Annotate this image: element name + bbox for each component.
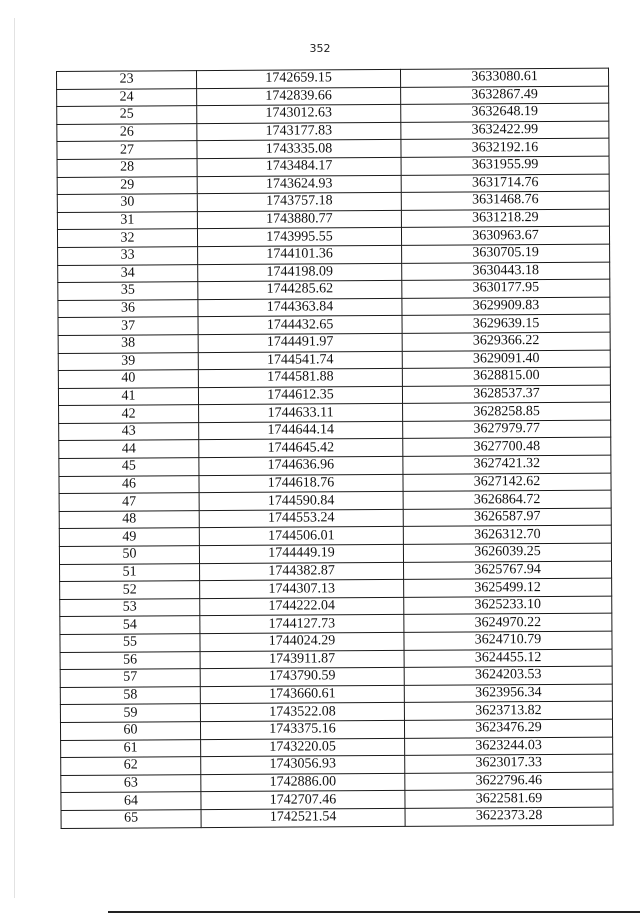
y-coordinate-cell: 3625767.94 — [404, 561, 612, 580]
y-coordinate-cell: 3629639.15 — [402, 314, 610, 333]
point-number-cell: 52 — [60, 581, 200, 599]
x-coordinate-cell: 1744636.96 — [199, 456, 403, 475]
point-number-cell: 37 — [58, 317, 198, 335]
y-coordinate-cell: 3622581.69 — [405, 789, 613, 808]
point-number-cell: 23 — [57, 71, 197, 89]
point-number-cell: 30 — [57, 194, 197, 212]
y-coordinate-cell: 3628537.37 — [402, 385, 610, 404]
point-number-cell: 36 — [58, 299, 198, 317]
y-coordinate-cell: 3630963.67 — [401, 226, 609, 245]
y-coordinate-cell: 3631955.99 — [401, 156, 609, 175]
point-number-cell: 46 — [59, 475, 199, 493]
y-coordinate-cell: 3625499.12 — [404, 578, 612, 597]
coordinates-table-body — [57, 68, 614, 828]
y-coordinate-cell: 3623956.34 — [404, 684, 612, 703]
scan-margin-line — [14, 18, 15, 898]
x-coordinate-cell: 1743757.18 — [197, 193, 401, 212]
x-coordinate-cell: 1744101.36 — [198, 245, 402, 264]
y-coordinate-cell: 3624970.22 — [404, 614, 612, 633]
point-number-cell: 57 — [60, 669, 200, 687]
y-coordinate-cell: 3632867.49 — [401, 86, 609, 105]
y-coordinate-cell: 3632648.19 — [401, 103, 609, 122]
point-number-cell: 61 — [61, 739, 201, 757]
x-coordinate-cell: 1743522.08 — [200, 703, 404, 722]
y-coordinate-cell: 3623244.03 — [405, 737, 613, 756]
page-bottom-rule — [108, 911, 640, 913]
x-coordinate-cell: 1744491.97 — [198, 333, 402, 352]
point-number-cell: 49 — [59, 528, 199, 546]
point-number-cell: 34 — [58, 264, 198, 282]
x-coordinate-cell: 1744581.88 — [198, 368, 402, 387]
x-coordinate-cell: 1742521.54 — [201, 808, 405, 827]
x-coordinate-cell: 1743880.77 — [197, 210, 401, 229]
y-coordinate-cell: 3632192.16 — [401, 138, 609, 157]
point-number-cell: 58 — [60, 686, 200, 704]
y-coordinate-cell: 3623476.29 — [404, 719, 612, 738]
y-coordinate-cell: 3629366.22 — [402, 332, 610, 351]
x-coordinate-cell: 1743177.83 — [197, 122, 401, 141]
x-coordinate-cell: 1743624.93 — [197, 175, 401, 194]
x-coordinate-cell: 1744222.04 — [200, 597, 404, 616]
x-coordinate-cell: 1743995.55 — [197, 228, 401, 247]
x-coordinate-cell: 1744363.84 — [198, 298, 402, 317]
y-coordinate-cell: 3622796.46 — [405, 772, 613, 791]
x-coordinate-cell: 1743056.93 — [201, 756, 405, 775]
point-number-cell: 35 — [58, 282, 198, 300]
x-coordinate-cell: 1744633.11 — [199, 404, 403, 423]
x-coordinate-cell: 1744024.29 — [200, 632, 404, 651]
point-number-cell: 60 — [60, 722, 200, 740]
point-number-cell: 45 — [59, 458, 199, 476]
point-number-cell: 31 — [57, 211, 197, 229]
point-number-cell: 40 — [58, 370, 198, 388]
point-number-cell: 47 — [59, 493, 199, 511]
table-row — [61, 807, 613, 828]
point-number-cell: 54 — [60, 616, 200, 634]
point-number-cell: 64 — [61, 792, 201, 810]
x-coordinate-cell: 1743012.63 — [197, 105, 401, 124]
point-number-cell: 53 — [60, 598, 200, 616]
y-coordinate-cell: 3627142.62 — [403, 473, 611, 492]
y-coordinate-cell: 3624710.79 — [404, 631, 612, 650]
x-coordinate-cell: 1743911.87 — [200, 650, 404, 669]
x-coordinate-cell: 1744449.19 — [199, 544, 403, 563]
x-coordinate-cell: 1744382.87 — [200, 562, 404, 581]
y-coordinate-cell: 3630443.18 — [402, 262, 610, 281]
y-coordinate-cell: 3629091.40 — [402, 350, 610, 369]
y-coordinate-cell: 3629909.83 — [402, 297, 610, 316]
y-coordinate-cell: 3623713.82 — [404, 701, 612, 720]
point-number-cell: 50 — [59, 546, 199, 564]
point-number-cell: 38 — [58, 335, 198, 353]
point-number-cell: 63 — [61, 774, 201, 792]
x-coordinate-cell: 1744644.14 — [199, 421, 403, 440]
x-coordinate-cell: 1744432.65 — [198, 316, 402, 335]
point-number-cell: 44 — [59, 440, 199, 458]
x-coordinate-cell: 1743375.16 — [200, 720, 404, 739]
y-coordinate-cell: 3631468.76 — [401, 191, 609, 210]
y-coordinate-cell: 3630705.19 — [402, 244, 610, 263]
y-coordinate-cell: 3622373.28 — [405, 807, 613, 826]
x-coordinate-cell: 1742659.15 — [197, 69, 401, 88]
point-number-cell: 48 — [59, 510, 199, 528]
coordinates-table — [56, 68, 614, 829]
point-number-cell: 32 — [57, 229, 197, 247]
point-number-cell: 33 — [58, 247, 198, 265]
x-coordinate-cell: 1743790.59 — [200, 668, 404, 687]
x-coordinate-cell: 1744645.42 — [199, 439, 403, 458]
x-coordinate-cell: 1744553.24 — [199, 509, 403, 528]
x-coordinate-cell: 1744127.73 — [200, 615, 404, 634]
page-number: 352 — [309, 42, 331, 55]
y-coordinate-cell: 3626039.25 — [403, 543, 611, 562]
point-number-cell: 55 — [60, 634, 200, 652]
point-number-cell: 65 — [61, 810, 201, 828]
y-coordinate-cell: 3627421.32 — [403, 455, 611, 474]
y-coordinate-cell: 3624455.12 — [404, 649, 612, 668]
y-coordinate-cell: 3628258.85 — [403, 402, 611, 421]
point-number-cell: 56 — [60, 651, 200, 669]
x-coordinate-cell: 1744618.76 — [199, 474, 403, 493]
point-number-cell: 43 — [59, 423, 199, 441]
x-coordinate-cell: 1744506.01 — [199, 527, 403, 546]
x-coordinate-cell: 1743484.17 — [197, 157, 401, 176]
y-coordinate-cell: 3632422.99 — [401, 121, 609, 140]
point-number-cell: 27 — [57, 141, 197, 159]
x-coordinate-cell: 1744307.13 — [200, 580, 404, 599]
x-coordinate-cell: 1744285.62 — [198, 281, 402, 300]
point-number-cell: 25 — [57, 106, 197, 124]
y-coordinate-cell: 3624203.53 — [404, 666, 612, 685]
point-number-cell: 29 — [57, 176, 197, 194]
x-coordinate-cell: 1744612.35 — [198, 386, 402, 405]
point-number-cell: 42 — [59, 405, 199, 423]
y-coordinate-cell: 3626864.72 — [403, 490, 611, 509]
point-number-cell: 24 — [57, 88, 197, 106]
point-number-cell: 26 — [57, 123, 197, 141]
x-coordinate-cell: 1742839.66 — [197, 87, 401, 106]
x-coordinate-cell: 1742886.00 — [201, 773, 405, 792]
y-coordinate-cell: 3630177.95 — [402, 279, 610, 298]
y-coordinate-cell: 3627700.48 — [403, 438, 611, 457]
y-coordinate-cell: 3631714.76 — [401, 174, 609, 193]
y-coordinate-cell: 3628815.00 — [402, 367, 610, 386]
point-number-cell: 28 — [57, 159, 197, 177]
y-coordinate-cell: 3626587.97 — [403, 508, 611, 527]
y-coordinate-cell: 3623017.33 — [405, 754, 613, 773]
x-coordinate-cell: 1743220.05 — [201, 738, 405, 757]
y-coordinate-cell: 3627979.77 — [403, 420, 611, 439]
x-coordinate-cell: 1744590.84 — [199, 492, 403, 511]
y-coordinate-cell: 3633080.61 — [400, 68, 608, 87]
point-number-cell: 41 — [58, 387, 198, 405]
x-coordinate-cell: 1744541.74 — [198, 351, 402, 370]
y-coordinate-cell: 3625233.10 — [404, 596, 612, 615]
point-number-cell: 39 — [58, 352, 198, 370]
point-number-cell: 51 — [60, 563, 200, 581]
x-coordinate-cell: 1742707.46 — [201, 791, 405, 810]
y-coordinate-cell: 3626312.70 — [403, 526, 611, 545]
y-coordinate-cell: 3631218.29 — [401, 209, 609, 228]
point-number-cell: 62 — [61, 757, 201, 775]
x-coordinate-cell: 1743335.08 — [197, 140, 401, 159]
x-coordinate-cell: 1743660.61 — [200, 685, 404, 704]
x-coordinate-cell: 1744198.09 — [198, 263, 402, 282]
point-number-cell: 59 — [60, 704, 200, 722]
